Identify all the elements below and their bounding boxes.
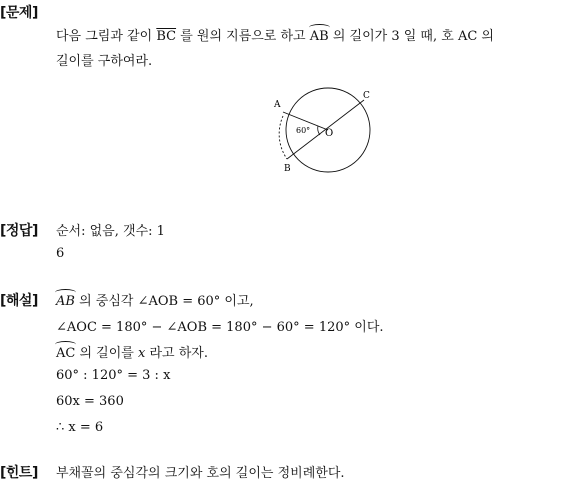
solution-line-1-rest: 의 중심각 ∠AOB = 60° 이고, (74, 294, 254, 309)
arc-ab: AB (309, 29, 329, 44)
solution-line-5: 60x = 360 (56, 394, 124, 409)
arc-ab-italic: AB (56, 294, 75, 309)
problem-line-2: 길이를 구하여라. (56, 54, 153, 69)
label-c: C (363, 91, 370, 101)
variable-x: x (137, 346, 146, 361)
solution-line-4: 60° : 120° = 3 : x (56, 368, 171, 383)
label-a: A (274, 100, 281, 110)
label-o: O (325, 128, 334, 139)
problem-text-b: 를 원의 지름으로 하고 (176, 29, 310, 44)
solution-line-3-mid: 의 길이를 (75, 346, 138, 361)
solution-tag: [해설] (0, 293, 38, 309)
hint-line: 부채꼴의 중심각의 크기와 호의 길이는 정비례한다. (56, 466, 345, 481)
hint-tag: [힌트] (0, 465, 38, 481)
solution-line-2: ∠AOC = 180° − ∠AOB = 180° − 60° = 120° 이다. (56, 320, 384, 335)
answer-line-1: 순서: 없음, 갯수: 1 (56, 224, 165, 239)
arc-ab-mark (279, 116, 287, 159)
solution-line-6: ∴ x = 6 (56, 420, 104, 435)
answer-line-2: 6 (56, 246, 65, 261)
solution-line-3 (56, 342, 208, 361)
solution-line-3-end: 라고 하자. (145, 346, 208, 361)
answer-tag: [정답] (0, 223, 38, 239)
solution-line-1 (56, 290, 254, 309)
problem-text-c: 의 길이가 3 일 때, 호 AC 의 (328, 29, 494, 44)
label-b: B (284, 164, 291, 174)
problem-text-a: 다음 그림과 같이 (56, 29, 157, 44)
problem-tag: [문제] (0, 5, 38, 21)
segment-bc: $\overline{BC}$ (156, 29, 177, 44)
angle-label: 60° (296, 126, 311, 135)
arc-ac: AC (56, 346, 76, 361)
